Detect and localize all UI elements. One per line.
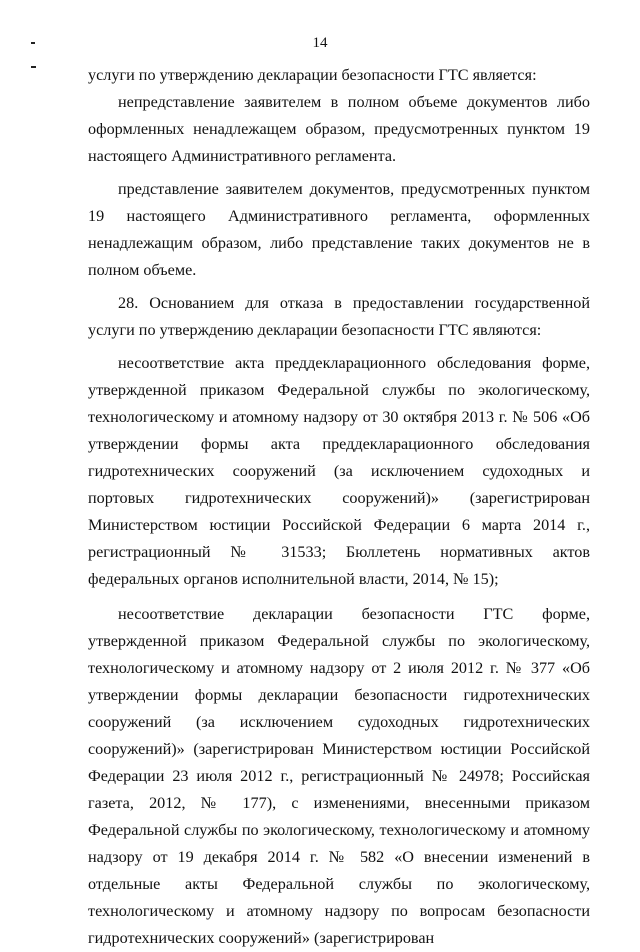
- page-number: 14: [312, 35, 328, 51]
- paragraph-clause-28: 28. Основанием для отказа в предоставлении государственной услуги по утверждению декларации безопасности ГТС являются:: [88, 294, 590, 339]
- scan-mark: [31, 66, 36, 68]
- paragraph-predeclaration-act: несоответствие акта преддекларационного обследования форме, утвержденной приказом Федеральной службы по экологическому, технологическому и атомному надзору от 30 октября 2013 г. № 506 «Об утверждении формы акта преддекларационного обследования гидротехнических сооружений (за исключением судоходных и портовых гидротехнических сооружений)» (зарегистрирован Министерством юстиции Российской Федерации 6 марта 2014 г., регистрационный № 31533; Бюллетень нормативных актов федеральных органов исполнительной власти, 2014, № 15);: [88, 354, 590, 588]
- paragraph-continuation: услуги по утверждению декларации безопасности ГТС является:: [88, 66, 537, 84]
- document-body: [88, 62, 590, 952]
- paragraph-safety-declaration: несоответствие декларации безопасности ГТС форме, утвержденной приказом Федеральной службы по экологическому, технологическому и атомному надзору от 2 июля 2012 г. № 377 «Об утверждении формы декларации безопасности гидротехнических сооружений (за исключением судоходных гидротехнических сооружений)» (зарегистрирован Министерством юстиции Российской Федерации 23 июля 2012 г., регистрационный № 24978; Российская газета, 2012, № 177), с изменениями, внесенными приказом Федеральной службы по экологическому, технологическому и атомному надзору от 19 декабря 2014 г. № 582 «О внесении изменений в отдельные акты Федеральной службы по экологическому, технологическому и атомному надзору по вопросам безопасности гидротехнических сооружений» (зарегистрирован: [88, 605, 590, 947]
- paragraph-reason-not-submitted: непредставление заявителем в полном объеме документов либо оформленных ненадлежащем образом, предусмотренных пунктом 19 настоящего Административного регламента.: [88, 93, 590, 165]
- paragraph-reason-improper-documents: представление заявителем документов, предусмотренных пунктом 19 настоящего Административного регламента, оформленных ненадлежащим образом, либо представление таких документов не в полном объеме.: [88, 180, 590, 279]
